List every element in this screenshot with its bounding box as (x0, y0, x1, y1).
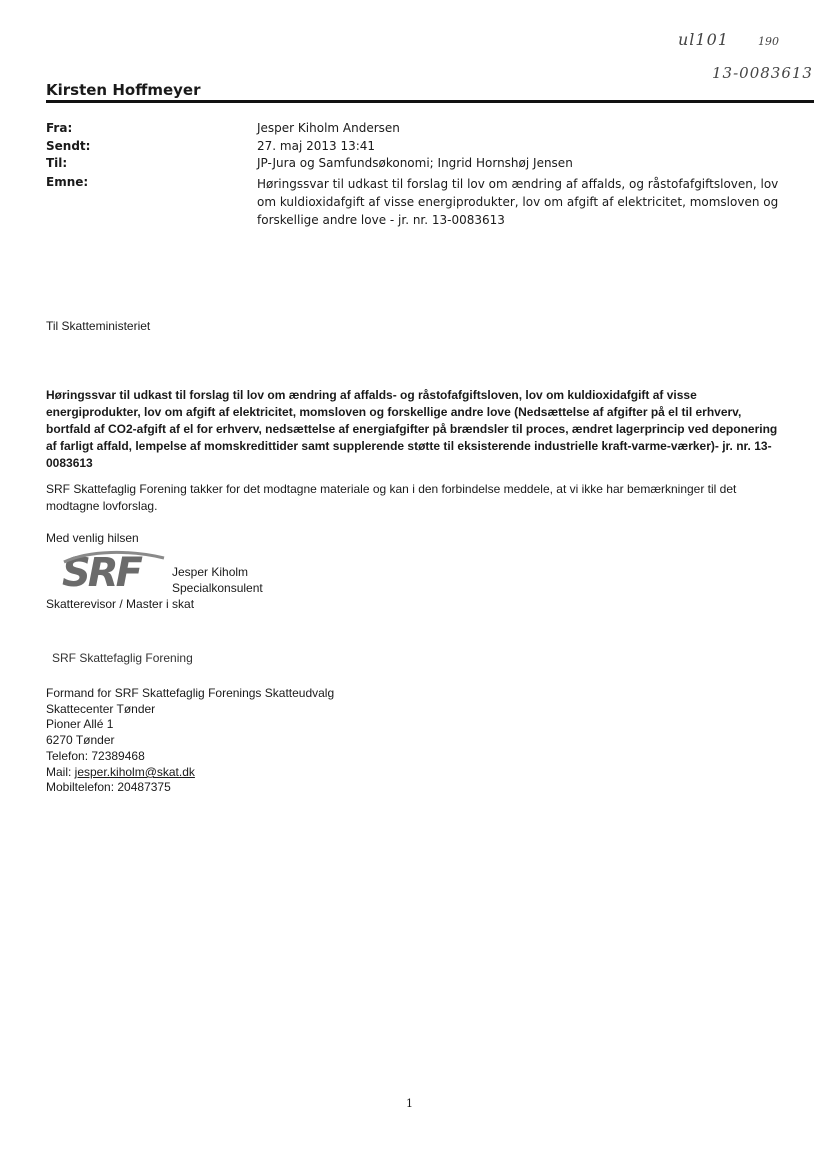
page-number: 1 (406, 1097, 413, 1110)
signature-name: Jesper Kiholm (172, 565, 249, 579)
mail-line (46, 765, 195, 779)
handwritten-mark-1: ul101 (678, 30, 729, 49)
recipient-greeting: Til Skatteministeriet (46, 319, 151, 333)
srf-logo (60, 548, 180, 592)
svg-text:SRF: SRF (62, 550, 140, 592)
subject-value: Høringssvar til udkast til forslag til lov om ændring af affalds, og råstofafgiftsloven, lov om kuldioxidafgift af visse energiprodukter, lov om afgift af elektricitet, momsloven og forskellige andre love - jr. nr. 13-0083613 (257, 177, 779, 227)
body-paragraph: SRF Skattefaglig Forening takker for det modtagne materiale og kan i den forbindelse meddele, at vi ikke har bemærkninger til det modtagne lovforslag. (46, 482, 737, 513)
subject-label: Emne: (46, 175, 89, 189)
sent-label: Sendt: (46, 139, 91, 153)
mobile-line: Mobiltelefon: 20487375 (46, 780, 171, 794)
phone-line: Telefon: 72389468 (46, 749, 145, 763)
mail-link[interactable]: jesper.kiholm@skat.dk (74, 765, 195, 779)
to-label: Til: (46, 156, 68, 170)
closing-text: Med venlig hilsen (46, 531, 139, 545)
address-line-2: Skattecenter Tønder (46, 702, 156, 716)
signature-title: Specialkonsulent (172, 581, 263, 595)
handwritten-mark-2: 190 (758, 35, 779, 48)
from-label: Fra: (46, 121, 73, 135)
mail-label: Mail: (46, 765, 75, 779)
header-divider (46, 100, 814, 103)
mailbox-owner-name: Kirsten Hoffmeyer (46, 81, 201, 99)
body-subject-heading: Høringssvar til udkast til forslag til lov om ændring af affalds- og råstofafgiftsloven, lov om kuldioxidafgift af visse energiprodukter, lov om afgift af elektricitet, momsloven og forskellige andre love (Nedsættelse af afgifter på el til erhverv, bortfald af CO2-afgift af el for erhverv, nedsættelse af energiafgifter på brændsler til proces, ændret lagerprincip ved deponering af farligt affald, lempelse af momskredittider samt supplerende støtte til eksisterende industrielle kraft-varme-værker)- jr. nr. 13-0083613 (46, 388, 778, 470)
address-line-3: Pioner Allé 1 (46, 717, 114, 731)
handwritten-case-number: 13-0083613 (712, 64, 813, 82)
from-value: Jesper Kiholm Andersen (257, 121, 400, 135)
sent-value: 27. maj 2013 13:41 (257, 139, 376, 153)
organization-name: SRF Skattefaglig Forening (52, 651, 193, 665)
address-line-4: 6270 Tønder (46, 733, 115, 747)
to-value: JP-Jura og Samfundsøkonomi; Ingrid Hornshøj Jensen (257, 156, 573, 170)
signature-role: Skatterevisor / Master i skat (46, 597, 195, 611)
address-line-1: Formand for SRF Skattefaglig Forenings Skatteudvalg (46, 686, 335, 700)
